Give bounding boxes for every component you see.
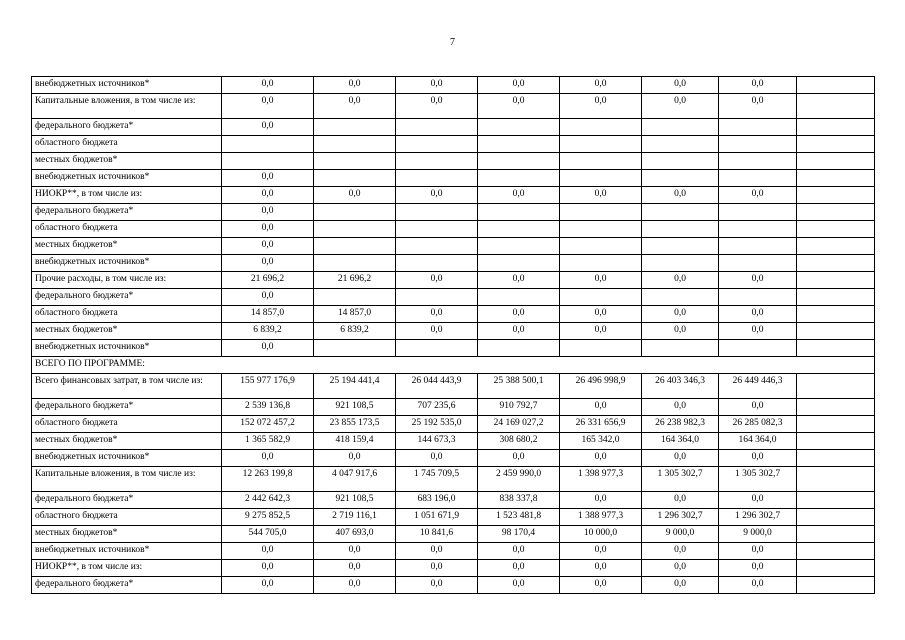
empty-cell bbox=[797, 153, 875, 170]
table-row bbox=[32, 526, 875, 543]
value-cell: 25 192 535,0 bbox=[396, 416, 478, 433]
value-cell bbox=[396, 119, 478, 136]
empty-cell bbox=[797, 340, 875, 357]
table-row bbox=[32, 399, 875, 416]
value-cell: 25 194 441,4 bbox=[314, 374, 396, 399]
value-cell: 544 705,0 bbox=[222, 526, 314, 543]
empty-cell bbox=[797, 450, 875, 467]
value-cell: 0,0 bbox=[222, 577, 314, 594]
value-cell: 2 719 116,1 bbox=[314, 509, 396, 526]
value-cell bbox=[314, 289, 396, 306]
value-cell: 0,0 bbox=[222, 187, 314, 204]
row-label: местных бюджетов* bbox=[32, 323, 222, 340]
value-cell bbox=[314, 238, 396, 255]
row-label: местных бюджетов* bbox=[32, 153, 222, 170]
empty-cell bbox=[797, 187, 875, 204]
value-cell: 14 857,0 bbox=[314, 306, 396, 323]
row-label: областного бюджета bbox=[32, 221, 222, 238]
value-cell bbox=[478, 153, 560, 170]
row-label: внебюджетных источников* bbox=[32, 543, 222, 560]
value-cell bbox=[396, 289, 478, 306]
empty-cell bbox=[797, 399, 875, 416]
value-cell: 0,0 bbox=[560, 543, 642, 560]
value-cell: 0,0 bbox=[222, 77, 314, 94]
value-cell bbox=[642, 255, 719, 272]
value-cell: 0,0 bbox=[222, 238, 314, 255]
empty-cell bbox=[797, 306, 875, 323]
row-label: внебюджетных источников* bbox=[32, 255, 222, 272]
value-cell bbox=[642, 170, 719, 187]
value-cell: 308 680,2 bbox=[478, 433, 560, 450]
value-cell: 0,0 bbox=[642, 272, 719, 289]
empty-cell bbox=[797, 255, 875, 272]
table-row bbox=[32, 416, 875, 433]
value-cell: 26 449 446,3 bbox=[719, 374, 797, 399]
row-label: Прочие расходы, в том числе из: bbox=[32, 272, 222, 289]
value-cell: 144 673,3 bbox=[396, 433, 478, 450]
value-cell bbox=[314, 170, 396, 187]
value-cell bbox=[642, 119, 719, 136]
empty-cell bbox=[797, 416, 875, 433]
value-cell: 0,0 bbox=[222, 543, 314, 560]
table-body bbox=[32, 77, 875, 594]
empty-cell bbox=[797, 560, 875, 577]
value-cell: 921 108,5 bbox=[314, 492, 396, 509]
value-cell bbox=[719, 170, 797, 187]
value-cell: 2 459 990,0 bbox=[478, 467, 560, 492]
row-label: внебюджетных источников* bbox=[32, 77, 222, 94]
value-cell: 0,0 bbox=[642, 543, 719, 560]
value-cell bbox=[314, 255, 396, 272]
value-cell: 0,0 bbox=[719, 577, 797, 594]
value-cell: 164 364,0 bbox=[719, 433, 797, 450]
value-cell: 0,0 bbox=[642, 187, 719, 204]
value-cell bbox=[719, 221, 797, 238]
value-cell: 0,0 bbox=[478, 306, 560, 323]
value-cell: 9 275 852,5 bbox=[222, 509, 314, 526]
value-cell: 0,0 bbox=[396, 577, 478, 594]
value-cell: 0,0 bbox=[642, 577, 719, 594]
value-cell: 0,0 bbox=[222, 560, 314, 577]
value-cell bbox=[719, 119, 797, 136]
value-cell bbox=[719, 204, 797, 221]
value-cell: 838 337,8 bbox=[478, 492, 560, 509]
value-cell bbox=[560, 340, 642, 357]
table-row bbox=[32, 433, 875, 450]
value-cell: 24 169 027,2 bbox=[478, 416, 560, 433]
value-cell bbox=[642, 221, 719, 238]
value-cell: 0,0 bbox=[719, 187, 797, 204]
row-label: Капитальные вложения, в том числе из: bbox=[32, 467, 222, 492]
row-label: федерального бюджета* bbox=[32, 204, 222, 221]
value-cell bbox=[396, 204, 478, 221]
value-cell: 0,0 bbox=[396, 323, 478, 340]
value-cell: 921 108,5 bbox=[314, 399, 396, 416]
value-cell: 14 857,0 bbox=[222, 306, 314, 323]
empty-cell bbox=[797, 221, 875, 238]
value-cell: 910 792,7 bbox=[478, 399, 560, 416]
table-row bbox=[32, 306, 875, 323]
value-cell: 0,0 bbox=[478, 77, 560, 94]
value-cell: 0,0 bbox=[642, 399, 719, 416]
value-cell: 1 305 302,7 bbox=[719, 467, 797, 492]
empty-cell bbox=[797, 577, 875, 594]
empty-cell bbox=[797, 272, 875, 289]
table-row bbox=[32, 170, 875, 187]
value-cell: 0,0 bbox=[642, 94, 719, 119]
value-cell: 0,0 bbox=[642, 450, 719, 467]
value-cell: 0,0 bbox=[642, 323, 719, 340]
value-cell bbox=[478, 221, 560, 238]
table-row bbox=[32, 77, 875, 94]
row-label: внебюджетных источников* bbox=[32, 170, 222, 187]
value-cell: 0,0 bbox=[719, 77, 797, 94]
row-label: федерального бюджета* bbox=[32, 399, 222, 416]
value-cell: 0,0 bbox=[396, 306, 478, 323]
table-row bbox=[32, 543, 875, 560]
value-cell: 26 403 346,3 bbox=[642, 374, 719, 399]
value-cell: 23 855 173,5 bbox=[314, 416, 396, 433]
value-cell bbox=[719, 153, 797, 170]
value-cell bbox=[396, 153, 478, 170]
value-cell bbox=[560, 255, 642, 272]
value-cell bbox=[478, 238, 560, 255]
value-cell bbox=[560, 153, 642, 170]
value-cell: 0,0 bbox=[222, 289, 314, 306]
value-cell bbox=[642, 153, 719, 170]
value-cell: 0,0 bbox=[222, 94, 314, 119]
empty-cell bbox=[797, 136, 875, 153]
table-row bbox=[32, 289, 875, 306]
value-cell: 0,0 bbox=[719, 323, 797, 340]
value-cell: 152 072 457,2 bbox=[222, 416, 314, 433]
value-cell: 6 839,2 bbox=[314, 323, 396, 340]
empty-cell bbox=[797, 526, 875, 543]
table-row bbox=[32, 238, 875, 255]
value-cell: 98 170,4 bbox=[478, 526, 560, 543]
value-cell: 0,0 bbox=[478, 187, 560, 204]
value-cell bbox=[719, 255, 797, 272]
value-cell bbox=[560, 221, 642, 238]
value-cell: 164 364,0 bbox=[642, 433, 719, 450]
value-cell: 0,0 bbox=[314, 187, 396, 204]
row-label: федерального бюджета* bbox=[32, 577, 222, 594]
value-cell bbox=[396, 238, 478, 255]
value-cell: 1 523 481,8 bbox=[478, 509, 560, 526]
value-cell: 12 263 199,8 bbox=[222, 467, 314, 492]
value-cell: 0,0 bbox=[222, 221, 314, 238]
value-cell: 0,0 bbox=[719, 560, 797, 577]
value-cell: 155 977 176,9 bbox=[222, 374, 314, 399]
financing-table bbox=[31, 76, 875, 594]
row-label: Капитальные вложения, в том числе из: bbox=[32, 94, 222, 119]
value-cell: 26 285 082,3 bbox=[719, 416, 797, 433]
value-cell bbox=[314, 221, 396, 238]
value-cell bbox=[478, 170, 560, 187]
value-cell: 10 000,0 bbox=[560, 526, 642, 543]
value-cell: 0,0 bbox=[560, 272, 642, 289]
value-cell: 6 839,2 bbox=[222, 323, 314, 340]
value-cell: 165 342,0 bbox=[560, 433, 642, 450]
value-cell: 0,0 bbox=[642, 306, 719, 323]
value-cell: 1 745 709,5 bbox=[396, 467, 478, 492]
row-label: областного бюджета bbox=[32, 416, 222, 433]
table-row bbox=[32, 323, 875, 340]
empty-cell bbox=[797, 238, 875, 255]
empty-cell bbox=[797, 543, 875, 560]
value-cell: 0,0 bbox=[314, 94, 396, 119]
value-cell bbox=[642, 136, 719, 153]
value-cell: 0,0 bbox=[396, 187, 478, 204]
empty-cell bbox=[797, 433, 875, 450]
value-cell: 1 296 302,7 bbox=[719, 509, 797, 526]
value-cell: 0,0 bbox=[222, 204, 314, 221]
empty-cell bbox=[797, 119, 875, 136]
value-cell bbox=[478, 255, 560, 272]
value-cell: 0,0 bbox=[719, 492, 797, 509]
value-cell: 0,0 bbox=[642, 77, 719, 94]
table-row bbox=[32, 467, 875, 492]
value-cell: 21 696,2 bbox=[314, 272, 396, 289]
row-label: НИОКР**, в том числе из: bbox=[32, 187, 222, 204]
value-cell bbox=[314, 119, 396, 136]
row-label: федерального бюджета* bbox=[32, 289, 222, 306]
value-cell bbox=[560, 289, 642, 306]
table-row bbox=[32, 492, 875, 509]
value-cell: 683 196,0 bbox=[396, 492, 478, 509]
value-cell: 0,0 bbox=[719, 543, 797, 560]
value-cell: 9 000,0 bbox=[719, 526, 797, 543]
value-cell bbox=[642, 238, 719, 255]
row-label: областного бюджета bbox=[32, 509, 222, 526]
value-cell bbox=[222, 153, 314, 170]
value-cell bbox=[560, 136, 642, 153]
value-cell: 4 047 917,6 bbox=[314, 467, 396, 492]
row-label: федерального бюджета* bbox=[32, 119, 222, 136]
value-cell bbox=[560, 170, 642, 187]
value-cell: 0,0 bbox=[478, 94, 560, 119]
table-row bbox=[32, 374, 875, 399]
value-cell: 0,0 bbox=[719, 272, 797, 289]
value-cell: 0,0 bbox=[478, 450, 560, 467]
value-cell bbox=[478, 136, 560, 153]
value-cell: 418 159,4 bbox=[314, 433, 396, 450]
value-cell: 0,0 bbox=[478, 577, 560, 594]
value-cell: 0,0 bbox=[560, 577, 642, 594]
value-cell: 0,0 bbox=[478, 272, 560, 289]
value-cell: 26 044 443,9 bbox=[396, 374, 478, 399]
empty-cell bbox=[797, 323, 875, 340]
empty-cell bbox=[797, 509, 875, 526]
value-cell bbox=[314, 153, 396, 170]
empty-cell bbox=[797, 94, 875, 119]
value-cell: 2 539 136,8 bbox=[222, 399, 314, 416]
value-cell: 1 305 302,7 bbox=[642, 467, 719, 492]
value-cell: 0,0 bbox=[719, 450, 797, 467]
value-cell bbox=[478, 119, 560, 136]
section-title: ВСЕГО ПО ПРОГРАММЕ: bbox=[32, 357, 875, 374]
value-cell bbox=[560, 119, 642, 136]
value-cell: 0,0 bbox=[396, 450, 478, 467]
value-cell: 1 388 977,3 bbox=[560, 509, 642, 526]
table-row bbox=[32, 136, 875, 153]
value-cell: 0,0 bbox=[560, 492, 642, 509]
value-cell: 0,0 bbox=[222, 340, 314, 357]
value-cell: 0,0 bbox=[222, 255, 314, 272]
value-cell bbox=[642, 204, 719, 221]
value-cell bbox=[719, 289, 797, 306]
value-cell bbox=[396, 136, 478, 153]
empty-cell bbox=[797, 289, 875, 306]
value-cell: 0,0 bbox=[560, 323, 642, 340]
row-label: областного бюджета bbox=[32, 136, 222, 153]
value-cell: 9 000,0 bbox=[642, 526, 719, 543]
value-cell bbox=[396, 170, 478, 187]
value-cell bbox=[719, 238, 797, 255]
value-cell: 0,0 bbox=[478, 560, 560, 577]
value-cell: 1 365 582,9 bbox=[222, 433, 314, 450]
empty-cell bbox=[797, 467, 875, 492]
value-cell: 1 398 977,3 bbox=[560, 467, 642, 492]
row-label: федерального бюджета* bbox=[32, 492, 222, 509]
row-label: НИОКР**, в том числе из: bbox=[32, 560, 222, 577]
value-cell bbox=[222, 136, 314, 153]
empty-cell bbox=[797, 204, 875, 221]
value-cell: 0,0 bbox=[560, 94, 642, 119]
row-label: местных бюджетов* bbox=[32, 433, 222, 450]
value-cell bbox=[314, 204, 396, 221]
value-cell bbox=[560, 238, 642, 255]
table-row bbox=[32, 221, 875, 238]
value-cell bbox=[396, 340, 478, 357]
value-cell: 0,0 bbox=[478, 323, 560, 340]
value-cell: 21 696,2 bbox=[222, 272, 314, 289]
row-label: Всего финансовых затрат, в том числе из: bbox=[32, 374, 222, 399]
table-row bbox=[32, 204, 875, 221]
table-row bbox=[32, 560, 875, 577]
value-cell bbox=[478, 340, 560, 357]
value-cell: 0,0 bbox=[560, 399, 642, 416]
empty-cell bbox=[797, 492, 875, 509]
row-label: внебюджетных источников* bbox=[32, 450, 222, 467]
value-cell bbox=[396, 221, 478, 238]
table-row bbox=[32, 340, 875, 357]
table-row bbox=[32, 187, 875, 204]
value-cell: 0,0 bbox=[222, 450, 314, 467]
value-cell bbox=[719, 340, 797, 357]
value-cell: 0,0 bbox=[396, 94, 478, 119]
empty-cell bbox=[797, 374, 875, 399]
value-cell: 25 388 500,1 bbox=[478, 374, 560, 399]
value-cell bbox=[642, 340, 719, 357]
value-cell bbox=[560, 204, 642, 221]
value-cell: 10 841,6 bbox=[396, 526, 478, 543]
value-cell: 0,0 bbox=[719, 94, 797, 119]
value-cell: 1 051 671,9 bbox=[396, 509, 478, 526]
value-cell: 0,0 bbox=[314, 543, 396, 560]
value-cell: 0,0 bbox=[478, 543, 560, 560]
value-cell: 0,0 bbox=[396, 272, 478, 289]
value-cell: 0,0 bbox=[642, 492, 719, 509]
value-cell: 0,0 bbox=[560, 77, 642, 94]
value-cell: 0,0 bbox=[560, 306, 642, 323]
table-row bbox=[32, 577, 875, 594]
table-row bbox=[32, 450, 875, 467]
value-cell: 26 331 656,9 bbox=[560, 416, 642, 433]
row-label: местных бюджетов* bbox=[32, 526, 222, 543]
value-cell: 0,0 bbox=[642, 560, 719, 577]
value-cell: 0,0 bbox=[560, 450, 642, 467]
value-cell: 0,0 bbox=[314, 577, 396, 594]
page-number: 7 bbox=[450, 37, 455, 48]
value-cell: 0,0 bbox=[560, 560, 642, 577]
value-cell bbox=[478, 289, 560, 306]
value-cell: 1 296 302,7 bbox=[642, 509, 719, 526]
table-row bbox=[32, 94, 875, 119]
value-cell bbox=[314, 136, 396, 153]
table-row bbox=[32, 153, 875, 170]
empty-cell bbox=[797, 170, 875, 187]
table-row bbox=[32, 119, 875, 136]
empty-cell bbox=[797, 77, 875, 94]
value-cell: 407 693,0 bbox=[314, 526, 396, 543]
value-cell: 0,0 bbox=[560, 187, 642, 204]
section-header-row bbox=[32, 357, 875, 374]
value-cell bbox=[396, 255, 478, 272]
value-cell: 26 496 998,9 bbox=[560, 374, 642, 399]
value-cell: 0,0 bbox=[222, 170, 314, 187]
value-cell: 0,0 bbox=[222, 119, 314, 136]
table-row bbox=[32, 509, 875, 526]
value-cell: 0,0 bbox=[314, 450, 396, 467]
value-cell: 0,0 bbox=[719, 399, 797, 416]
value-cell bbox=[478, 204, 560, 221]
value-cell: 0,0 bbox=[396, 560, 478, 577]
value-cell: 0,0 bbox=[396, 543, 478, 560]
value-cell: 0,0 bbox=[314, 77, 396, 94]
table-row bbox=[32, 272, 875, 289]
row-label: внебюджетных источников* bbox=[32, 340, 222, 357]
row-label: местных бюджетов* bbox=[32, 238, 222, 255]
value-cell: 26 238 982,3 bbox=[642, 416, 719, 433]
value-cell: 0,0 bbox=[396, 77, 478, 94]
value-cell bbox=[642, 289, 719, 306]
value-cell: 0,0 bbox=[314, 560, 396, 577]
table-row bbox=[32, 255, 875, 272]
row-label: областного бюджета bbox=[32, 306, 222, 323]
value-cell: 707 235,6 bbox=[396, 399, 478, 416]
value-cell: 2 442 642,3 bbox=[222, 492, 314, 509]
value-cell bbox=[314, 340, 396, 357]
value-cell: 0,0 bbox=[719, 306, 797, 323]
value-cell bbox=[719, 136, 797, 153]
